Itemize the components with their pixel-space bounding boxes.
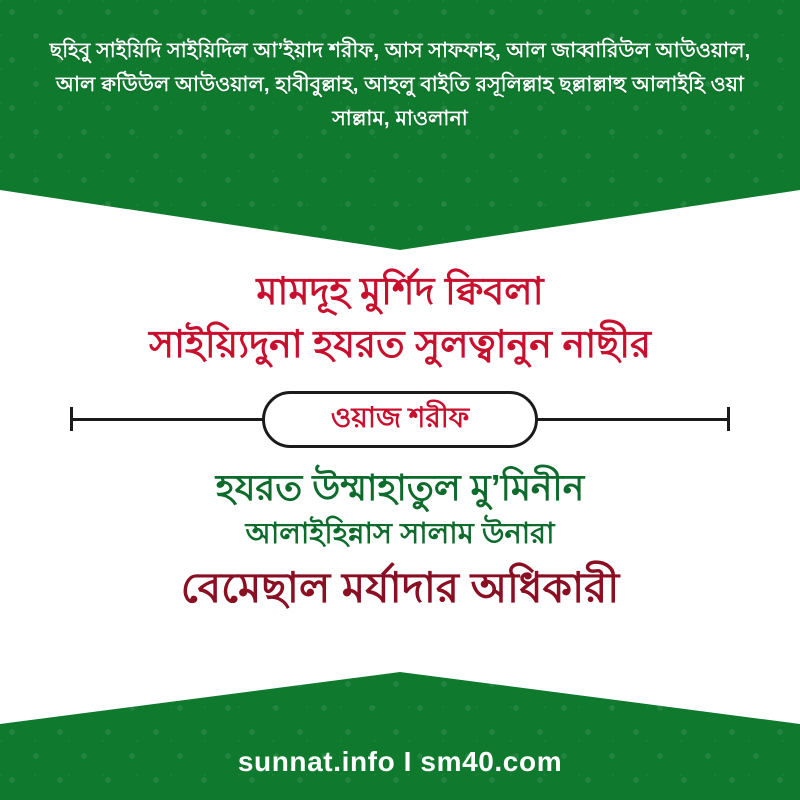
main-line-4: আলাইহিন্নাস সালাম উনারা bbox=[245, 518, 555, 551]
main-line-3: হযরত উম্মাহাতুল মু’মিনীন bbox=[215, 467, 585, 509]
badge-rule-cap-right bbox=[727, 407, 730, 431]
waz-sharif-badge: ওয়াজ শরীফ bbox=[262, 391, 538, 448]
main-content bbox=[0, 252, 800, 722]
badge-row bbox=[0, 383, 800, 453]
main-line-2: সাইয়্যিদুনা হযরত সুলত্বানুন নাছীর bbox=[148, 323, 652, 366]
badge-rule-cap-left bbox=[70, 407, 73, 431]
main-line-5: বেমেছাল মর্যাদার অধিকারী bbox=[180, 563, 620, 611]
footer-website: sunnat.info I sm40.com bbox=[237, 746, 563, 777]
header-arabic-titles: ছহিবু সাইয়িদি সাইয়িদিল আ’ইয়াদ শরীফ, আস সাফফাহ, আল জাব্বারিউল আউওয়াল, আল ক্বউিউল আউওয়াল, হাবীবুল্লাহ, আহলু বাইতি রসূলিল্লাহ ছল্লাল্লাহু আলাইহি ওয়া সাল্লাম, মাওলানা bbox=[49, 39, 751, 131]
main-line-1: মামদূহ মুর্শিদ ক্বিবলা bbox=[256, 271, 544, 313]
